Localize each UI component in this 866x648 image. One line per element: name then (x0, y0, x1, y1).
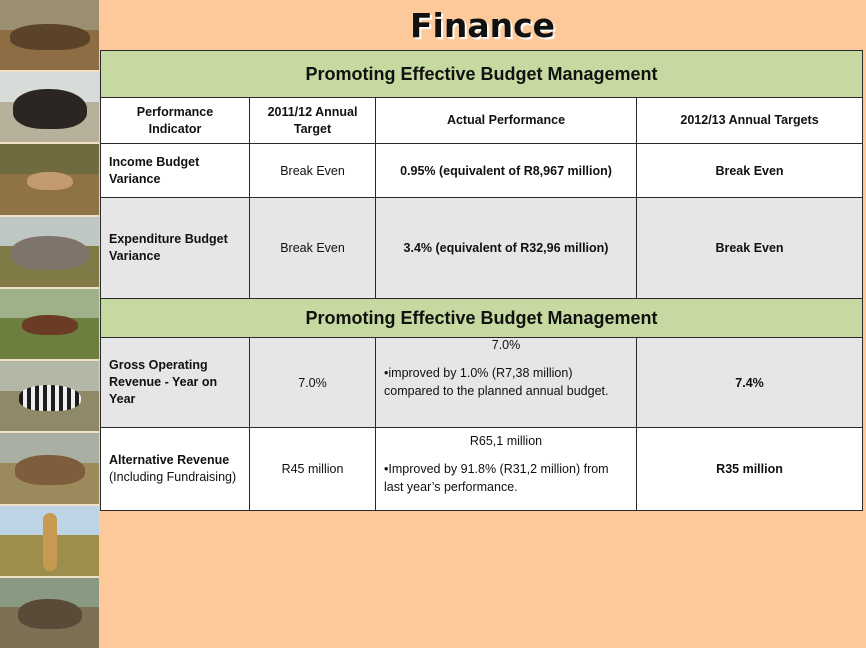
target-2012-cell: Break Even (637, 198, 863, 299)
page-title: Finance (409, 6, 556, 45)
indicator-sublabel: (Including Fundraising) (109, 470, 237, 484)
indicator-cell (101, 428, 250, 511)
table-row (101, 198, 863, 299)
target-2012-cell: Break Even (637, 144, 863, 198)
meerkats-photo (0, 0, 99, 72)
section-header-row (101, 299, 863, 338)
actual-cell: 0.95% (equivalent of R8,967 million) (376, 144, 637, 198)
table-row (101, 144, 863, 198)
column-header: Performance Indicator (101, 98, 250, 144)
actual-cell (376, 338, 637, 428)
section-title: Promoting Effective Budget Management (101, 299, 863, 338)
photo-sidebar (0, 0, 99, 648)
table-row (101, 428, 863, 511)
actual-value: 7.0% (491, 338, 521, 352)
actual-cell: 3.4% (equivalent of R32,96 million) (376, 198, 637, 299)
column-header: 2012/13 Annual Targets (637, 98, 863, 144)
kudu-photo (0, 578, 99, 648)
actual-note: •Improved by 91.8% (R31,2 million) from last year’s performance. (384, 462, 609, 494)
tsessebe-photo (0, 289, 99, 361)
buffalo-photo (0, 72, 99, 144)
oryx-photo (0, 144, 99, 216)
waterbuck-photo (0, 433, 99, 505)
section-title: Promoting Effective Budget Management (101, 51, 863, 98)
target-2012-cell: R35 million (637, 428, 863, 511)
target-2012-cell: 7.4% (637, 338, 863, 428)
section-header-row (101, 51, 863, 98)
table-row (101, 338, 863, 428)
target-2011-cell: R45 million (250, 428, 376, 511)
finance-table (100, 50, 863, 511)
zebra-photo (0, 361, 99, 433)
actual-value: R65,1 million (469, 434, 543, 448)
column-header: Actual Performance (376, 98, 637, 144)
indicator-label: Alternative Revenue (109, 453, 230, 467)
rhino-photo (0, 217, 99, 289)
column-header: 2011/12 Annual Target (250, 98, 376, 144)
target-2011-cell: Break Even (250, 144, 376, 198)
indicator-cell: Expenditure Budget Variance (101, 198, 250, 299)
target-2011-cell: Break Even (250, 198, 376, 299)
column-header-row (101, 98, 863, 144)
indicator-cell: Income Budget Variance (101, 144, 250, 198)
giraffe-photo (0, 506, 99, 578)
actual-note: •improved by 1.0% (R7,38 million) compared to the planned annual budget. (384, 366, 609, 398)
indicator-cell: Gross Operating Revenue - Year on Year (101, 338, 250, 428)
actual-cell (376, 428, 637, 511)
target-2011-cell: 7.0% (250, 338, 376, 428)
